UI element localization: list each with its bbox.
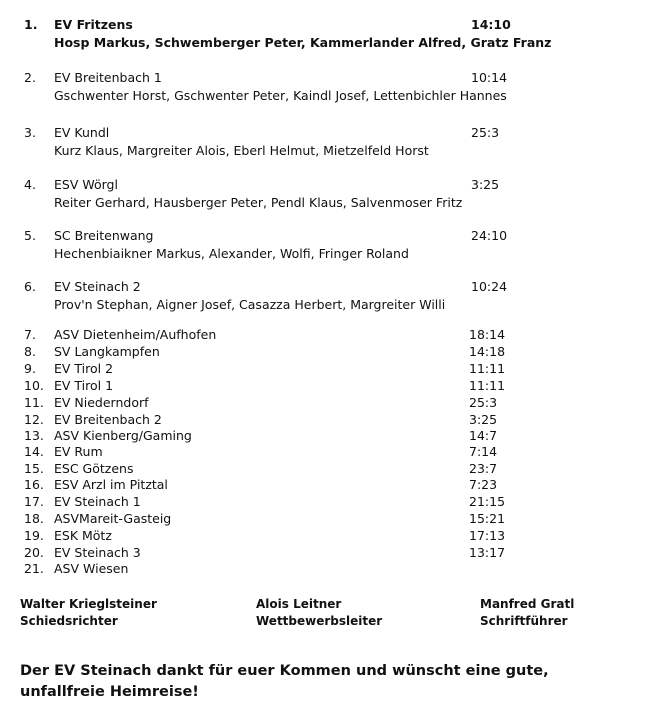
score: 13:17 — [469, 545, 506, 560]
signature-competition-lead — [256, 596, 382, 630]
team-name: SV Langkampfen — [54, 344, 160, 359]
rank-number: 1. — [24, 17, 38, 32]
player-list: Hosp Markus, Schwemberger Peter, Kammerlander Alfred, Gratz Franz — [54, 35, 552, 50]
player-list: Prov'n Stephan, Aigner Josef, Casazza Herbert, Margreiter Willi — [54, 297, 446, 312]
score: 15:21 — [469, 511, 506, 526]
team-name: EV Breitenbach 1 — [54, 70, 162, 85]
rank-number: 4. — [24, 177, 36, 192]
rank-number: 19. — [24, 528, 44, 543]
player-list: Hechenbiaikner Markus, Alexander, Wolfi, Fringer Roland — [54, 246, 409, 261]
team-name: EV Niederndorf — [54, 395, 149, 410]
score: 14:7 — [469, 428, 498, 443]
rank-number: 2. — [24, 70, 36, 85]
team-name: ESC Götzens — [54, 461, 134, 476]
score: 7:14 — [469, 444, 498, 459]
rank-number: 11. — [24, 395, 44, 410]
score: 17:13 — [469, 528, 506, 543]
team-name: EV Rum — [54, 444, 103, 459]
score: 3:25 — [471, 177, 500, 192]
team-name: EV Tirol 1 — [54, 378, 114, 393]
score: 11:11 — [469, 378, 506, 393]
player-list: Reiter Gerhard, Hausberger Peter, Pendl Klaus, Salvenmoser Fritz — [54, 195, 463, 210]
signature-secretary — [480, 596, 574, 630]
team-name: EV Steinach 3 — [54, 545, 141, 560]
rank-number: 15. — [24, 461, 44, 476]
team-name: ASV Dietenheim/Aufhofen — [54, 327, 217, 342]
team-name: EV Breitenbach 2 — [54, 412, 162, 427]
signature-role: Schriftführer — [480, 614, 568, 628]
score: 14:18 — [469, 344, 506, 359]
score: 11:11 — [469, 361, 506, 376]
score: 24:10 — [471, 228, 508, 243]
rank-number: 5. — [24, 228, 36, 243]
team-name: ESV Arzl im Pitztal — [54, 477, 168, 492]
signature-role: Schiedsrichter — [20, 614, 118, 628]
rank-number: 14. — [24, 444, 44, 459]
signature-name: Alois Leitner — [256, 597, 342, 611]
team-name: EV Steinach 1 — [54, 494, 141, 509]
score: 7:23 — [469, 477, 498, 492]
score: 3:25 — [469, 412, 498, 427]
score: 23:7 — [469, 461, 498, 476]
team-name: ASV Kienberg/Gaming — [54, 428, 192, 443]
rank-number: 10. — [24, 378, 44, 393]
score: 25:3 — [471, 125, 500, 140]
rank-number: 12. — [24, 412, 44, 427]
rank-number: 13. — [24, 428, 44, 443]
team-name: ESV Wörgl — [54, 177, 118, 192]
signature-referee — [20, 596, 157, 630]
rank-number: 7. — [24, 327, 36, 342]
player-list: Gschwenter Horst, Gschwenter Peter, Kaindl Josef, Lettenbichler Hannes — [54, 88, 507, 103]
rank-number: 17. — [24, 494, 44, 509]
score: 14:10 — [471, 17, 511, 32]
rank-number: 6. — [24, 279, 36, 294]
team-name: ESK Mötz — [54, 528, 112, 543]
score: 10:14 — [471, 70, 508, 85]
player-list: Kurz Klaus, Margreiter Alois, Eberl Helmut, Mietzelfeld Horst — [54, 143, 429, 158]
score: 21:15 — [469, 494, 506, 509]
rank-number: 18. — [24, 511, 44, 526]
score: 18:14 — [469, 327, 506, 342]
signature-name: Walter Krieglsteiner — [20, 597, 157, 611]
rank-number: 16. — [24, 477, 44, 492]
team-name: ASV Wiesen — [54, 561, 129, 576]
team-name: SC Breitenwang — [54, 228, 154, 243]
closing-message: Der EV Steinach dankt für euer Kommen und wünscht eine gute, unfallfreie Heimreise! — [20, 663, 549, 700]
team-name: ASVMareit-Gasteig — [54, 511, 172, 526]
rank-number: 3. — [24, 125, 36, 140]
team-name: EV Kundl — [54, 125, 110, 140]
score: 10:24 — [471, 279, 508, 294]
rank-number: 8. — [24, 344, 36, 359]
team-name: EV Fritzens — [54, 17, 133, 32]
rank-number: 20. — [24, 545, 44, 560]
rank-number: 21. — [24, 561, 44, 576]
signature-role: Wettbewerbsleiter — [256, 614, 383, 628]
rank-number: 9. — [24, 361, 36, 376]
team-name: EV Steinach 2 — [54, 279, 141, 294]
score: 25:3 — [469, 395, 498, 410]
signature-name: Manfred Gratl — [480, 597, 575, 611]
team-name: EV Tirol 2 — [54, 361, 114, 376]
